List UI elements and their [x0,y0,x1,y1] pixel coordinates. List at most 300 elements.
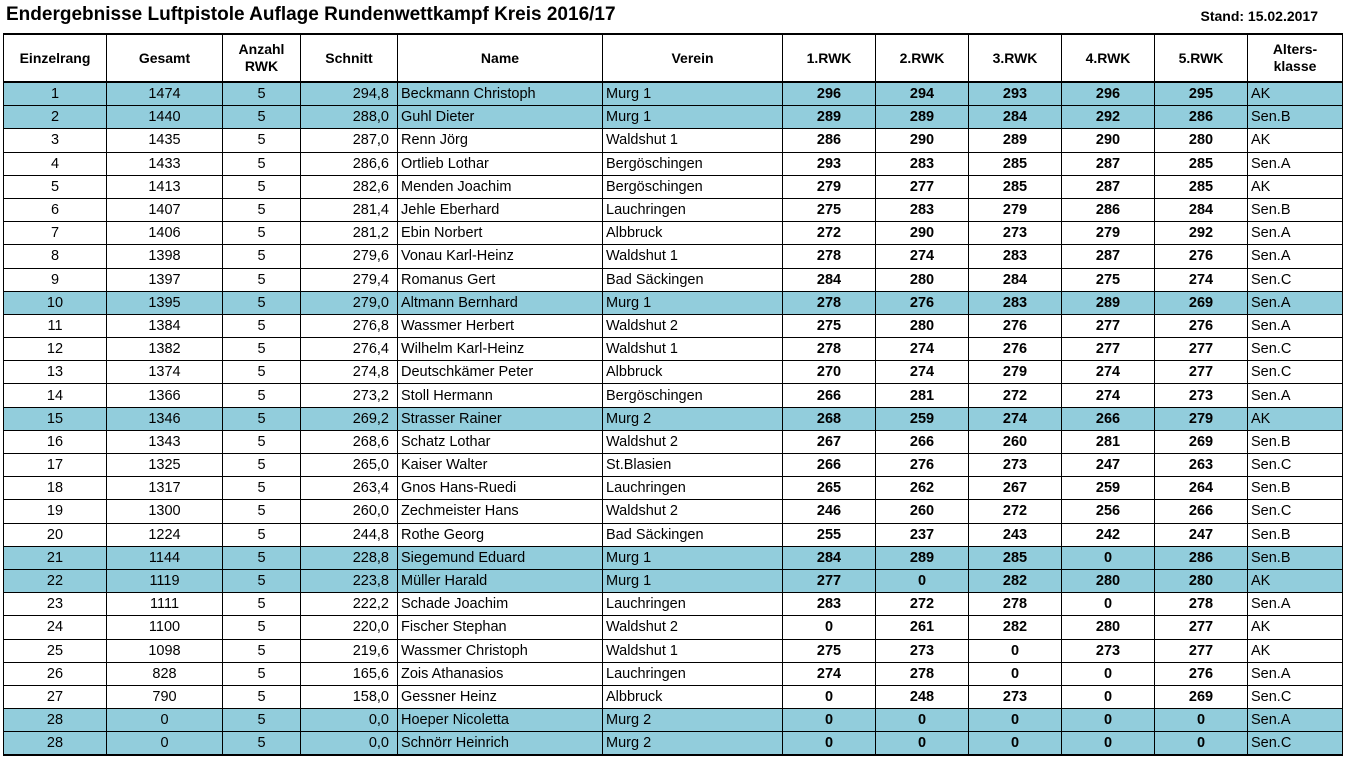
cell-rwk1: 265 [783,477,876,500]
cell-rwk3: 284 [969,268,1062,291]
col-header-rang: Einzelrang [4,34,107,82]
cell-rwk4: 287 [1062,152,1155,175]
cell-name: Gessner Heinz [398,685,603,708]
cell-gesamt: 1440 [107,106,223,129]
cell-verein: Lauchringen [603,477,783,500]
cell-gesamt: 1474 [107,82,223,106]
table-row [4,384,1343,407]
cell-rang: 26 [4,662,107,685]
cell-rwk2: 276 [876,454,969,477]
col-header-name: Name [398,34,603,82]
cell-schnitt: 165,6 [301,662,398,685]
cell-rwk5: 274 [1155,268,1248,291]
table-row [4,198,1343,221]
cell-verein: Bad Säckingen [603,268,783,291]
cell-klasse: AK [1248,639,1343,662]
col-header-klasse-line2: klasse [1273,58,1317,74]
cell-anzahl: 5 [223,685,301,708]
cell-gesamt: 1366 [107,384,223,407]
cell-name: Schade Joachim [398,593,603,616]
cell-rwk5: 277 [1155,338,1248,361]
cell-verein: Waldshut 1 [603,245,783,268]
cell-rwk2: 289 [876,106,969,129]
cell-schnitt: 269,2 [301,407,398,430]
cell-rang: 8 [4,245,107,268]
cell-klasse: Sen.C [1248,338,1343,361]
cell-verein: Waldshut 1 [603,338,783,361]
cell-verein: Albbruck [603,685,783,708]
table-row [4,245,1343,268]
cell-gesamt: 1317 [107,477,223,500]
table-row [4,106,1343,129]
cell-rwk1: 0 [783,616,876,639]
cell-name: Wassmer Christoph [398,639,603,662]
cell-rwk1: 293 [783,152,876,175]
cell-rang: 15 [4,407,107,430]
cell-anzahl: 5 [223,569,301,592]
cell-rwk4: 279 [1062,222,1155,245]
cell-rwk2: 283 [876,152,969,175]
cell-rwk2: 274 [876,361,969,384]
cell-rang: 17 [4,454,107,477]
cell-rwk4: 0 [1062,709,1155,732]
cell-klasse: Sen.A [1248,291,1343,314]
table-row [4,546,1343,569]
col-header-schnitt: Schnitt [301,34,398,82]
cell-rwk5: 0 [1155,732,1248,756]
cell-rwk1: 267 [783,430,876,453]
cell-verein: Murg 1 [603,106,783,129]
cell-rwk2: 266 [876,430,969,453]
cell-rwk4: 277 [1062,338,1155,361]
cell-verein: Murg 1 [603,82,783,106]
cell-rwk2: 0 [876,569,969,592]
cell-rwk1: 255 [783,523,876,546]
cell-rang: 4 [4,152,107,175]
cell-anzahl: 5 [223,662,301,685]
cell-rwk3: 283 [969,245,1062,268]
cell-schnitt: 219,6 [301,639,398,662]
cell-name: Renn Jörg [398,129,603,152]
table-row [4,175,1343,198]
cell-verein: Bergöschingen [603,175,783,198]
cell-verein: Murg 1 [603,291,783,314]
cell-rwk3: 274 [969,407,1062,430]
cell-verein: Waldshut 2 [603,616,783,639]
cell-name: Müller Harald [398,569,603,592]
cell-rwk1: 296 [783,82,876,106]
cell-klasse: Sen.A [1248,152,1343,175]
cell-anzahl: 5 [223,175,301,198]
cell-schnitt: 276,4 [301,338,398,361]
cell-anzahl: 5 [223,222,301,245]
cell-rang: 25 [4,639,107,662]
cell-rwk3: 0 [969,732,1062,756]
cell-rwk4: 259 [1062,477,1155,500]
col-header-rwk5: 5.RWK [1155,34,1248,82]
cell-gesamt: 1406 [107,222,223,245]
cell-rwk1: 286 [783,129,876,152]
cell-klasse: Sen.A [1248,662,1343,685]
cell-rwk4: 296 [1062,82,1155,106]
cell-gesamt: 1144 [107,546,223,569]
cell-verein: Waldshut 1 [603,639,783,662]
cell-rwk4: 266 [1062,407,1155,430]
cell-rwk3: 284 [969,106,1062,129]
col-header-anzahl-line1: Anzahl [238,41,285,57]
table-row [4,685,1343,708]
cell-gesamt: 1395 [107,291,223,314]
cell-schnitt: 0,0 [301,732,398,756]
cell-verein: Albbruck [603,222,783,245]
cell-rang: 16 [4,430,107,453]
cell-rwk5: 273 [1155,384,1248,407]
cell-rwk1: 275 [783,198,876,221]
cell-rwk4: 280 [1062,616,1155,639]
cell-rwk1: 284 [783,268,876,291]
cell-anzahl: 5 [223,477,301,500]
cell-rwk1: 0 [783,685,876,708]
cell-gesamt: 1398 [107,245,223,268]
cell-rwk4: 242 [1062,523,1155,546]
cell-rwk2: 290 [876,129,969,152]
cell-rwk2: 0 [876,732,969,756]
table-row [4,477,1343,500]
cell-verein: Murg 2 [603,709,783,732]
cell-klasse: Sen.A [1248,222,1343,245]
cell-rwk3: 276 [969,314,1062,337]
cell-rwk2: 289 [876,546,969,569]
cell-gesamt: 1343 [107,430,223,453]
cell-rang: 2 [4,106,107,129]
cell-rwk1: 268 [783,407,876,430]
cell-rwk5: 285 [1155,175,1248,198]
cell-anzahl: 5 [223,593,301,616]
cell-name: Vonau Karl-Heinz [398,245,603,268]
cell-rwk2: 261 [876,616,969,639]
header-row [4,34,1343,82]
cell-rwk4: 0 [1062,593,1155,616]
table-row [4,268,1343,291]
cell-anzahl: 5 [223,82,301,106]
col-header-rwk4: 4.RWK [1062,34,1155,82]
cell-rwk3: 267 [969,477,1062,500]
cell-rwk1: 270 [783,361,876,384]
cell-rwk2: 259 [876,407,969,430]
cell-gesamt: 1384 [107,314,223,337]
cell-gesamt: 1098 [107,639,223,662]
cell-rwk3: 276 [969,338,1062,361]
cell-rwk1: 279 [783,175,876,198]
cell-rwk5: 269 [1155,291,1248,314]
cell-gesamt: 0 [107,709,223,732]
cell-rwk3: 285 [969,175,1062,198]
cell-klasse: Sen.C [1248,268,1343,291]
cell-anzahl: 5 [223,245,301,268]
cell-rwk2: 290 [876,222,969,245]
cell-gesamt: 1300 [107,500,223,523]
cell-schnitt: 279,0 [301,291,398,314]
cell-rang: 23 [4,593,107,616]
cell-anzahl: 5 [223,407,301,430]
cell-rwk4: 0 [1062,732,1155,756]
cell-schnitt: 286,6 [301,152,398,175]
cell-rwk1: 266 [783,454,876,477]
cell-rwk2: 274 [876,245,969,268]
cell-anzahl: 5 [223,709,301,732]
results-table [3,33,1343,756]
cell-rang: 1 [4,82,107,106]
cell-schnitt: 274,8 [301,361,398,384]
cell-rwk3: 272 [969,384,1062,407]
cell-gesamt: 790 [107,685,223,708]
cell-klasse: AK [1248,616,1343,639]
cell-rwk3: 243 [969,523,1062,546]
cell-rwk2: 278 [876,662,969,685]
cell-rwk5: 280 [1155,129,1248,152]
cell-rwk4: 292 [1062,106,1155,129]
cell-klasse: Sen.A [1248,593,1343,616]
cell-gesamt: 1407 [107,198,223,221]
cell-rwk2: 0 [876,709,969,732]
cell-rwk3: 278 [969,593,1062,616]
cell-rwk2: 283 [876,198,969,221]
cell-rwk4: 256 [1062,500,1155,523]
cell-rwk2: 274 [876,338,969,361]
cell-rwk5: 276 [1155,662,1248,685]
cell-rang: 13 [4,361,107,384]
cell-anzahl: 5 [223,361,301,384]
cell-rang: 24 [4,616,107,639]
cell-rwk4: 274 [1062,361,1155,384]
cell-klasse: Sen.C [1248,454,1343,477]
cell-rwk2: 294 [876,82,969,106]
cell-rwk5: 286 [1155,106,1248,129]
cell-klasse: Sen.C [1248,361,1343,384]
cell-rang: 21 [4,546,107,569]
cell-gesamt: 1435 [107,129,223,152]
cell-klasse: Sen.B [1248,546,1343,569]
cell-verein: Murg 1 [603,546,783,569]
cell-gesamt: 0 [107,732,223,756]
cell-rwk5: 277 [1155,639,1248,662]
cell-rwk3: 0 [969,662,1062,685]
cell-rwk1: 278 [783,291,876,314]
cell-rwk4: 289 [1062,291,1155,314]
table-row [4,500,1343,523]
cell-rwk1: 289 [783,106,876,129]
cell-rang: 28 [4,709,107,732]
cell-schnitt: 158,0 [301,685,398,708]
date-stamp: Stand: 15.02.2017 [1200,8,1318,24]
cell-name: Guhl Dieter [398,106,603,129]
cell-gesamt: 1374 [107,361,223,384]
cell-klasse: AK [1248,82,1343,106]
cell-rwk3: 279 [969,198,1062,221]
cell-name: Schnörr Heinrich [398,732,603,756]
cell-name: Fischer Stephan [398,616,603,639]
cell-rwk1: 284 [783,546,876,569]
cell-schnitt: 223,8 [301,569,398,592]
cell-rwk1: 275 [783,314,876,337]
table-row [4,152,1343,175]
cell-rang: 28 [4,732,107,756]
cell-schnitt: 263,4 [301,477,398,500]
cell-rang: 9 [4,268,107,291]
cell-rwk2: 237 [876,523,969,546]
cell-rang: 27 [4,685,107,708]
cell-rwk4: 274 [1062,384,1155,407]
cell-anzahl: 5 [223,639,301,662]
col-header-klasse-line1: Alters- [1272,41,1318,57]
table-row [4,222,1343,245]
cell-rwk5: 247 [1155,523,1248,546]
cell-verein: Waldshut 2 [603,314,783,337]
cell-schnitt: 0,0 [301,709,398,732]
cell-schnitt: 287,0 [301,129,398,152]
cell-verein: Murg 1 [603,569,783,592]
cell-rwk4: 280 [1062,569,1155,592]
cell-rwk5: 266 [1155,500,1248,523]
cell-klasse: AK [1248,407,1343,430]
cell-rwk5: 292 [1155,222,1248,245]
results-body [4,82,1343,755]
cell-name: Hoeper Nicoletta [398,709,603,732]
cell-rang: 3 [4,129,107,152]
cell-rwk3: 285 [969,152,1062,175]
cell-klasse: Sen.A [1248,384,1343,407]
cell-schnitt: 265,0 [301,454,398,477]
cell-klasse: AK [1248,175,1343,198]
cell-rwk5: 276 [1155,314,1248,337]
cell-rwk5: 0 [1155,709,1248,732]
cell-rwk1: 278 [783,338,876,361]
cell-rwk3: 260 [969,430,1062,453]
table-row [4,569,1343,592]
cell-rwk5: 278 [1155,593,1248,616]
cell-klasse: Sen.A [1248,245,1343,268]
cell-klasse: AK [1248,569,1343,592]
cell-rwk2: 277 [876,175,969,198]
cell-gesamt: 1111 [107,593,223,616]
cell-schnitt: 244,8 [301,523,398,546]
cell-anzahl: 5 [223,106,301,129]
cell-schnitt: 222,2 [301,593,398,616]
cell-anzahl: 5 [223,152,301,175]
cell-rwk3: 282 [969,616,1062,639]
cell-verein: Bad Säckingen [603,523,783,546]
table-row [4,639,1343,662]
cell-rwk5: 264 [1155,477,1248,500]
cell-name: Strasser Rainer [398,407,603,430]
cell-rwk2: 281 [876,384,969,407]
cell-rang: 12 [4,338,107,361]
cell-klasse: Sen.C [1248,685,1343,708]
cell-name: Stoll Hermann [398,384,603,407]
cell-name: Siegemund Eduard [398,546,603,569]
cell-gesamt: 1325 [107,454,223,477]
cell-rwk2: 280 [876,314,969,337]
table-row [4,82,1343,106]
cell-anzahl: 5 [223,314,301,337]
cell-rwk5: 295 [1155,82,1248,106]
cell-name: Menden Joachim [398,175,603,198]
cell-verein: Murg 2 [603,732,783,756]
cell-verein: St.Blasien [603,454,783,477]
cell-anzahl: 5 [223,198,301,221]
cell-name: Wassmer Herbert [398,314,603,337]
cell-name: Deutschkämer Peter [398,361,603,384]
cell-verein: Waldshut 2 [603,500,783,523]
cell-rwk4: 275 [1062,268,1155,291]
cell-gesamt: 1224 [107,523,223,546]
cell-rwk3: 293 [969,82,1062,106]
cell-verein: Waldshut 1 [603,129,783,152]
cell-klasse: Sen.B [1248,198,1343,221]
cell-rang: 7 [4,222,107,245]
cell-rwk5: 276 [1155,245,1248,268]
cell-rwk4: 290 [1062,129,1155,152]
cell-rwk3: 0 [969,709,1062,732]
cell-rang: 19 [4,500,107,523]
cell-gesamt: 1397 [107,268,223,291]
cell-rwk1: 272 [783,222,876,245]
cell-rang: 20 [4,523,107,546]
cell-verein: Murg 2 [603,407,783,430]
cell-anzahl: 5 [223,129,301,152]
cell-klasse: Sen.B [1248,106,1343,129]
cell-name: Wilhelm Karl-Heinz [398,338,603,361]
cell-name: Ebin Norbert [398,222,603,245]
cell-rwk3: 0 [969,639,1062,662]
table-row [4,616,1343,639]
cell-schnitt: 281,4 [301,198,398,221]
cell-rwk3: 283 [969,291,1062,314]
cell-klasse: AK [1248,129,1343,152]
cell-verein: Lauchringen [603,662,783,685]
cell-anzahl: 5 [223,523,301,546]
cell-klasse: Sen.B [1248,523,1343,546]
cell-klasse: Sen.B [1248,430,1343,453]
cell-rwk1: 246 [783,500,876,523]
cell-klasse: Sen.A [1248,709,1343,732]
cell-schnitt: 276,8 [301,314,398,337]
cell-rwk2: 262 [876,477,969,500]
cell-rwk3: 272 [969,500,1062,523]
cell-rwk2: 248 [876,685,969,708]
cell-anzahl: 5 [223,268,301,291]
cell-schnitt: 279,4 [301,268,398,291]
cell-rang: 6 [4,198,107,221]
cell-rwk1: 283 [783,593,876,616]
cell-rwk1: 278 [783,245,876,268]
col-header-anzahl-line2: RWK [244,58,279,74]
cell-rwk2: 260 [876,500,969,523]
cell-name: Rothe Georg [398,523,603,546]
cell-klasse: Sen.C [1248,732,1343,756]
table-row [4,523,1343,546]
cell-rwk4: 286 [1062,198,1155,221]
cell-klasse: Sen.B [1248,477,1343,500]
cell-name: Zechmeister Hans [398,500,603,523]
cell-name: Beckmann Christoph [398,82,603,106]
cell-anzahl: 5 [223,546,301,569]
cell-rwk3: 273 [969,685,1062,708]
table-row [4,361,1343,384]
cell-schnitt: 294,8 [301,82,398,106]
table-row [4,338,1343,361]
cell-gesamt: 1382 [107,338,223,361]
